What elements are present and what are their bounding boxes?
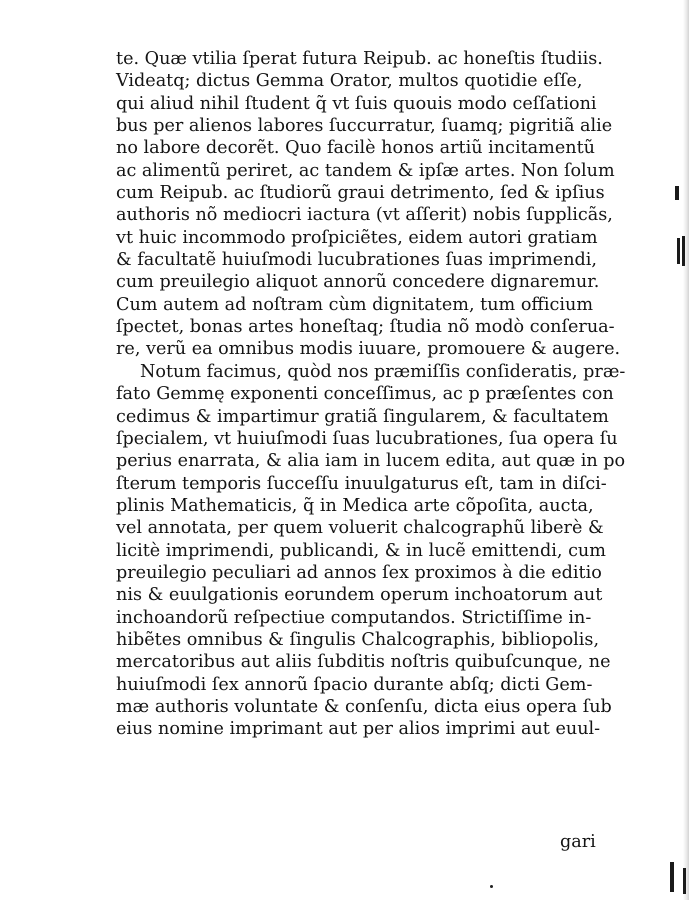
text-line: inchoandorũ reſpectiue computandos. Strictiſſime in- [116, 607, 592, 628]
text-line: ac alimentũ periret, ac tandem & ipſæ artes. Non ſolum [116, 160, 615, 181]
margin-mark [670, 862, 674, 892]
text-line: nis & euulgationis eorundem operum inchoatorum aut [116, 585, 603, 606]
text-line: ſpecialem, vt huiuſmodi ſuas lucubrationes, ſua opera ſu [116, 428, 618, 449]
text-line: huiuſmodi ſex annorũ ſpacio durante abſq; dicti Gem- [116, 674, 593, 695]
body-text [116, 48, 626, 741]
text-line: te. Quæ vtilia ſperat futura Reipub. ac honeſtis ſtudiis. [116, 49, 603, 69]
margin-mark [677, 238, 680, 264]
text-line: eius nomine imprimant aut per alios imprimi aut euul- [116, 719, 601, 740]
text-line: cum Reipub. ac ſtudiorũ graui detrimento, ſed & ipſius [116, 183, 605, 204]
text-line: fato Gemmę exponenti conceſſimus, ac p præſentes con [116, 384, 614, 405]
text-line: authoris nõ mediocri iactura (vt aſſerit) nobis ſupplicãs, [116, 205, 613, 226]
text-line: ſterum temporis ſucceſſu inuulgaturus eſt, tam in diſci- [116, 473, 607, 494]
text-line: vt huic incommodo proſpiciẽtes, eidem autori gratiam [116, 227, 598, 248]
text-line: hibẽtes omnibus & ſingulis Chalcographis, bibliopolis, [116, 629, 600, 650]
text-line: licitè imprimendi, publicandi, & in lucẽ emittendi, cum [116, 540, 606, 561]
text-line: Cum autem ad noſtram cùm dignitatem, tum officium [116, 294, 594, 315]
text-line: vel annotata, per quem voluerit chalcographũ liberè & [116, 518, 604, 539]
text-line: perius enarrata, & alia iam in lucem edita, aut quæ in po [116, 451, 626, 472]
text-line: ſpectet, bonas artes honeſtaq; ſtudia nõ modò conſerua- [116, 317, 615, 338]
text-line: qui aliud nihil ſtudent q̃ vt ſuis quouis modo ceſſationi [116, 93, 597, 114]
text-line: cedimus & impartimur gratiã ſingularem, & facultatem [116, 406, 609, 427]
text-line: re, verũ ea omnibus modis iuuare, promouere & augere. [116, 339, 621, 360]
text-line: mercatoribus aut aliis ſubditis noſtris quibuſcunque, ne [116, 652, 611, 673]
catchword: gari [560, 832, 596, 852]
text-line: bus per alienos labores ſuccurratur, ſuamq; pigritiã alie [116, 116, 613, 137]
ink-speck [490, 885, 493, 888]
text-line: no labore decorẽt. Quo facilè honos artiũ incitamentũ [116, 138, 595, 159]
margin-mark [682, 236, 685, 266]
text-line: Videatq; dictus Gemma Orator, multos quotidie eſſe, [116, 71, 583, 92]
margin-mark [675, 186, 679, 200]
text-line: mæ authoris voluntate & conſenſu, dicta eius opera ſub [116, 696, 612, 717]
text-line: plinis Mathematicis, q̃ in Medica arte cõpoſita, aucta, [116, 495, 594, 516]
text-line: preuilegio peculiari ad annos ſex proximos à die editio [116, 562, 602, 583]
paragraph-start-line: Notum facimus, quòd nos præmiſſis conſideratis, præ- [140, 361, 626, 382]
page-edge-shadow [683, 0, 689, 900]
text-line: & facultatẽ huiuſmodi lucubrationes ſuas imprimendi, [116, 250, 598, 271]
text-line: cum preuilegio aliquot annorũ concedere dignaremur. [116, 272, 600, 293]
margin-mark [683, 868, 686, 894]
